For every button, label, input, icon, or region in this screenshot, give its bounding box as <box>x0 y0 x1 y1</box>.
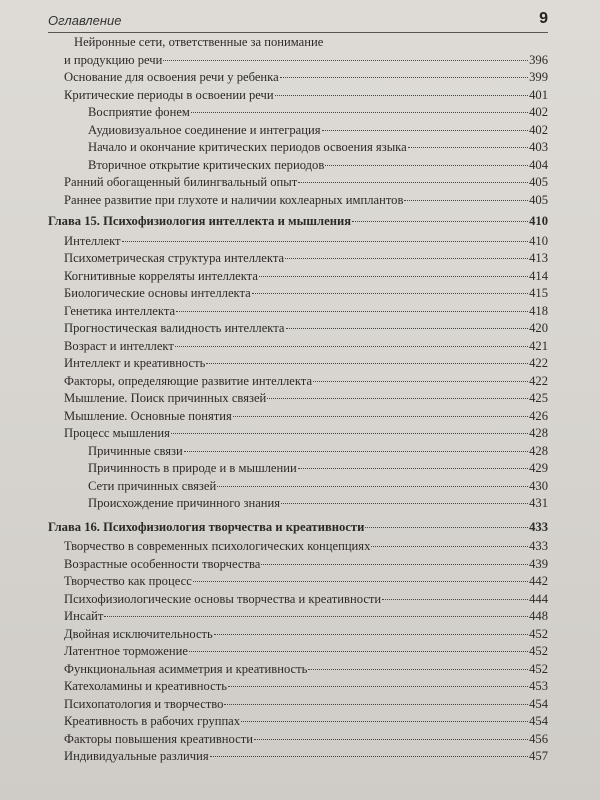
toc-entry-title: Креативность в рабочих группах <box>64 714 241 728</box>
toc-entry-title: Возраст и интеллект <box>64 338 174 353</box>
toc-entry[interactable] <box>48 69 548 87</box>
dot-leader <box>261 564 528 565</box>
toc-entry-title: Прогностическая валидность интеллекта <box>64 321 285 335</box>
toc-entry-title: Начало и окончание критических периодов освоения языка <box>88 140 407 154</box>
dot-leader <box>254 739 528 740</box>
toc-page-number: 401 <box>529 87 548 102</box>
toc-entry-title: Когнитивные корреляты интеллекта <box>64 268 258 283</box>
toc-page-number: 428 <box>529 443 548 458</box>
toc-entry-title: Биологические основы интеллекта <box>64 286 251 300</box>
dot-leader <box>252 293 528 294</box>
dot-leader <box>206 363 528 364</box>
toc-page-number: 429 <box>529 461 548 475</box>
toc-page-number: 415 <box>529 286 548 300</box>
dot-leader <box>193 581 528 582</box>
dot-leader <box>233 416 528 417</box>
toc-entry[interactable] <box>48 608 548 626</box>
toc-entry-title: Психометрическая структура интеллекта <box>64 251 285 265</box>
dot-leader <box>285 258 528 259</box>
toc-page-number: 425 <box>529 391 548 405</box>
dot-leader <box>308 669 528 670</box>
toc-entry-title: Факторы повышения креативности <box>64 731 253 746</box>
toc-page-number: 426 <box>529 408 548 423</box>
toc-entry-title: Генетика интеллекта <box>64 303 176 318</box>
toc-entry-title: Индивидуальные различия <box>64 749 209 763</box>
dot-leader <box>281 503 528 504</box>
toc-entry[interactable] <box>48 408 548 426</box>
toc-entry[interactable] <box>48 478 548 496</box>
toc-entry-title: и продукцию речи <box>64 52 163 67</box>
toc-page-number: 442 <box>529 574 548 588</box>
toc-page-number: 420 <box>529 321 548 335</box>
toc-entry-title: Психофизиологические основы творчества и креативности <box>64 591 382 606</box>
toc-entry[interactable] <box>48 390 548 408</box>
dot-leader <box>104 616 528 617</box>
toc-entry[interactable] <box>48 425 548 443</box>
toc-entry-title: Происхождение причинного знания <box>88 496 281 510</box>
toc-entry[interactable] <box>48 233 548 251</box>
toc-entry-title: Катехоламины и креативность <box>64 679 227 693</box>
dot-leader <box>184 451 528 452</box>
toc-page-number: 448 <box>529 609 548 623</box>
toc-entry-title: Двойная исключительность <box>64 626 213 641</box>
dot-leader <box>365 527 528 528</box>
toc-entry-title: Инсайт <box>64 609 104 623</box>
toc-page-number: 399 <box>529 70 548 84</box>
toc-entry[interactable] <box>48 748 548 766</box>
dot-leader <box>298 182 528 183</box>
toc-page-number: 456 <box>529 731 548 746</box>
dot-leader <box>214 634 528 635</box>
toc-entry-title: Глава 15. Психофизиология интеллекта и мышления <box>48 214 352 228</box>
dot-leader <box>175 346 528 347</box>
toc-page-number: 422 <box>529 373 548 388</box>
page-number: 9 <box>539 10 548 27</box>
toc-entry-title: Интеллект <box>64 233 121 248</box>
toc-page-number: 433 <box>529 539 548 553</box>
dot-leader <box>352 221 528 222</box>
toc-entry[interactable] <box>48 443 548 461</box>
dot-leader <box>189 651 528 652</box>
toc-entry[interactable] <box>48 174 548 192</box>
dot-leader <box>228 686 528 687</box>
dot-leader <box>371 546 528 547</box>
toc-entry[interactable] <box>48 713 548 731</box>
toc-entry[interactable] <box>48 696 548 714</box>
toc-entry[interactable] <box>48 52 548 70</box>
toc-entry[interactable] <box>48 87 548 105</box>
toc-entry[interactable] <box>48 460 548 478</box>
toc-page-number: 418 <box>529 303 548 318</box>
toc-entry-title: Глава 16. Психофизиология творчества и креативности <box>48 519 365 534</box>
toc-entry[interactable] <box>48 591 548 609</box>
dot-leader <box>163 60 528 61</box>
toc-entry[interactable] <box>48 573 548 591</box>
toc-entry-title: Интеллект и креативность <box>64 356 206 370</box>
toc-page-number: 444 <box>529 591 548 606</box>
toc-page-number: 402 <box>529 105 548 119</box>
toc-page-number: 414 <box>529 268 548 283</box>
toc-page-number: 413 <box>529 251 548 265</box>
toc-entry-title: Возрастные особенности творчества <box>64 556 261 571</box>
dot-leader <box>322 130 529 131</box>
toc-entry[interactable] <box>48 303 548 321</box>
toc-entry[interactable] <box>48 320 548 338</box>
dot-leader <box>210 756 528 757</box>
toc-entry[interactable] <box>48 157 548 175</box>
toc-entry[interactable] <box>48 250 548 268</box>
toc-entry[interactable] <box>48 139 548 157</box>
toc-entry[interactable] <box>48 285 548 303</box>
toc-entry-title: Аудиовизуальное соединение и интеграция <box>88 122 321 137</box>
toc-page-number: 410 <box>529 214 548 228</box>
toc-entry-title: Причинные связи <box>88 443 183 458</box>
toc-entry-title: Мышление. Поиск причинных связей <box>64 391 267 405</box>
running-header <box>48 10 548 33</box>
toc-entry[interactable] <box>48 538 548 556</box>
dot-leader <box>122 241 529 242</box>
dot-leader <box>408 147 528 148</box>
section-title: Оглавление <box>48 13 122 28</box>
dot-leader <box>325 165 528 166</box>
toc-page-number: 403 <box>529 140 548 154</box>
toc-page-number: 405 <box>529 192 548 207</box>
toc-entry-title: Восприятие фонем <box>88 105 190 119</box>
toc-entry[interactable] <box>48 643 548 661</box>
toc-page-number: 439 <box>529 556 548 571</box>
dot-leader <box>280 77 528 78</box>
toc-entry[interactable] <box>48 731 548 749</box>
toc-page-number: 404 <box>529 157 548 172</box>
toc-entry-title-line: Нейронные сети, ответственные за понимание <box>74 35 324 49</box>
toc-entry[interactable] <box>48 122 548 140</box>
table-of-contents <box>48 34 548 766</box>
toc-entry-title: Творчество в современных психологических концепциях <box>64 539 371 553</box>
toc-page-number: 431 <box>529 496 548 510</box>
toc-entry-title: Факторы, определяющие развитие интеллекта <box>64 373 313 388</box>
toc-entry-title: Сети причинных связей <box>88 478 217 493</box>
toc-entry[interactable] <box>48 556 548 574</box>
toc-page-number: 433 <box>529 519 548 534</box>
toc-chapter[interactable] <box>48 213 548 231</box>
toc-entry-title: Причинность в природе и в мышлении <box>88 461 297 475</box>
toc-page-number: 405 <box>529 175 548 189</box>
toc-page-number: 396 <box>529 52 548 67</box>
dot-leader <box>176 311 528 312</box>
dot-leader <box>286 328 529 329</box>
toc-page-number: 453 <box>529 679 548 693</box>
toc-page-number: 454 <box>529 714 548 728</box>
toc-page-number: 422 <box>529 356 548 370</box>
dot-leader <box>275 95 528 96</box>
toc-entry[interactable] <box>48 661 548 679</box>
toc-entry-title: Мышление. Основные понятия <box>64 408 232 423</box>
toc-entry[interactable] <box>48 192 548 210</box>
dot-leader <box>298 468 528 469</box>
toc-entry-title: Раннее развитие при глухоте и наличии кохлеарных имплантов <box>64 192 404 207</box>
toc-chapter[interactable] <box>48 519 548 537</box>
toc-entry[interactable] <box>48 626 548 644</box>
toc-entry[interactable] <box>48 678 548 696</box>
dot-leader <box>267 398 528 399</box>
toc-page-number: 402 <box>529 122 548 137</box>
dot-leader <box>404 200 528 201</box>
toc-entry-title: Латентное торможение <box>64 644 188 658</box>
dot-leader <box>224 704 528 705</box>
toc-entry-title: Творчество как процесс <box>64 574 192 588</box>
toc-page-number: 452 <box>529 644 548 658</box>
toc-page-number: 454 <box>529 696 548 711</box>
toc-entry[interactable] <box>48 104 548 122</box>
toc-entry-title: Процесс мышления <box>64 426 170 440</box>
toc-page-number: 430 <box>529 478 548 493</box>
toc-page-number: 457 <box>529 749 548 763</box>
toc-entry[interactable] <box>48 495 548 513</box>
toc-entry[interactable] <box>48 268 548 286</box>
toc-page-number: 452 <box>529 626 548 641</box>
dot-leader <box>259 276 528 277</box>
dot-leader <box>191 112 528 113</box>
dot-leader <box>382 599 528 600</box>
toc-entry-title: Вторичное открытие критических периодов <box>88 157 325 172</box>
toc-entry[interactable] <box>48 355 548 373</box>
toc-entry[interactable] <box>48 338 548 356</box>
toc-page-number: 410 <box>529 233 548 248</box>
toc-entry-title: Функциональная асимметрия и креативность <box>64 661 308 676</box>
dot-leader <box>241 721 528 722</box>
toc-entry-title: Критические периоды в освоении речи <box>64 87 274 102</box>
toc-entry[interactable] <box>48 373 548 391</box>
toc-entry-title: Психопатология и творчество <box>64 696 224 711</box>
dot-leader <box>217 486 528 487</box>
toc-page-number: 421 <box>529 338 548 353</box>
toc-page-number: 452 <box>529 661 548 676</box>
dot-leader <box>171 433 528 434</box>
toc-entry-title: Ранний обогащенный билингвальный опыт <box>64 175 298 189</box>
toc-entry-title: Основание для освоения речи у ребенка <box>64 70 279 84</box>
dot-leader <box>313 381 528 382</box>
toc-page-number: 428 <box>529 426 548 440</box>
